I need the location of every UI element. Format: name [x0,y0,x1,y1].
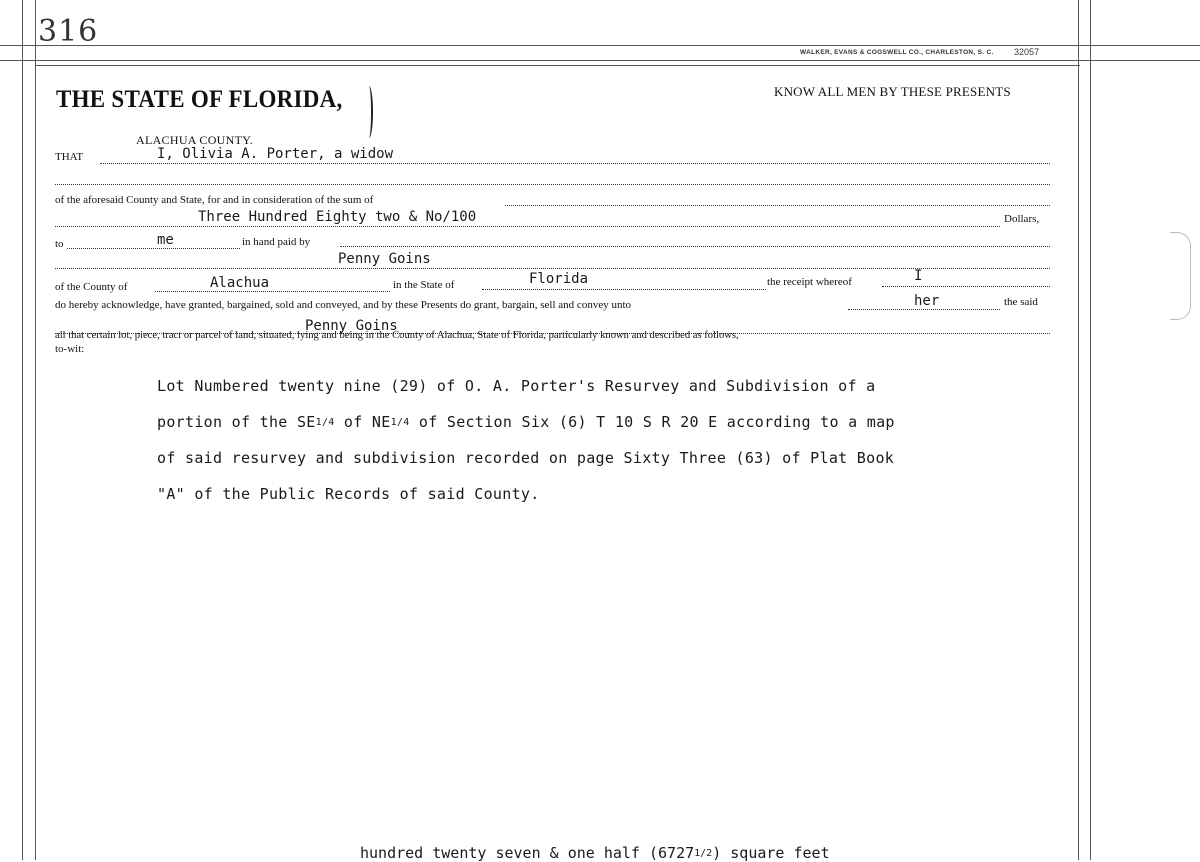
blank-line [55,184,1050,185]
state-heading: THE STATE OF FLORIDA, [56,86,343,113]
county-of-label: of the County of [55,281,128,293]
left-margin-line [22,0,23,860]
grantee-name: Penny Goins [305,318,398,334]
receipt-value: I [914,268,923,284]
grant-clause: do hereby acknowledge, have granted, bargained, sold and conveyed, and by these Presents do grant, bargain, sell and convey unto [55,299,632,311]
dollars-label: Dollars, [1004,213,1040,225]
heading-brace [363,86,373,138]
right-margin-line-outer [1090,0,1091,860]
grantee-pronoun: her [914,293,940,309]
to-value: me [157,232,174,248]
grantee-pronoun-line [848,309,1000,310]
left-margin-line-inner [35,0,36,860]
right-margin-line [1078,0,1079,860]
that-label: THAT [55,151,84,163]
consideration-line [505,205,1050,206]
fraction-half: 1/2 [694,848,713,859]
state-line [482,289,766,290]
printer-form-number: 32057 [1014,47,1040,57]
paid-by-label: in hand paid by [242,236,311,248]
county-line [155,291,390,292]
to-line [67,248,240,249]
the-said-label: the said [1004,296,1038,308]
legal-description-line-4: "A" of the Public Records of said County. [157,485,540,503]
area-fragment: hundred twenty seven & one half (67271/2) square feet [360,844,830,862]
grantor-name: I, Olivia A. Porter, a widow [157,146,394,162]
header-rule [36,65,1080,66]
land-clause: all that certain lot, piece, tract or parcel of land, situated, lying and being in the County of Alachua, State of Florida, particularly known and described as follows, [55,330,739,341]
legal-description-line-1: Lot Numbered twenty nine (29) of O. A. Porter's Resurvey and Subdivision of a [157,377,876,395]
state-value: Florida [529,271,589,287]
to-wit-label: to-wit: [55,343,85,355]
payer-line [55,268,1050,269]
county-caption: ALACHUA COUNTY. [136,133,253,147]
paid-by-line [340,246,1050,247]
fraction-quarter: 1/4 [315,417,335,428]
printer-imprint: WALKER, EVANS & COGSWELL CO., CHARLESTON, S. C. [800,49,994,56]
consideration-label: of the aforesaid County and State, for and in consideration of the sum of [55,194,374,206]
top-rule [0,45,1200,46]
legal-description-line-3: of said resurvey and subdivision recorded on page Sixty Three (63) of Plat Book [157,449,895,467]
legal-description-line-2: portion of the SE1/4 of NE1/4 of Section Six (6) T 10 S R 20 E according to a map [157,413,895,431]
grantor-line [100,163,1050,164]
fraction-quarter: 1/4 [390,417,410,428]
page-number: 316 [38,14,99,49]
to-label: to [55,238,64,250]
receipt-line [882,286,1050,287]
receipt-label: the receipt whereof [767,276,852,288]
state-of-label: in the State of [393,279,455,291]
payer-name: Penny Goins [338,251,431,267]
know-all-men-heading: KNOW ALL MEN BY THESE PRESENTS [774,84,1011,99]
binder-clip-mark [1170,232,1191,320]
top-rule-double [0,60,1200,61]
sum-line [55,226,1000,227]
sum-amount: Three Hundred Eighty two & No/100 [198,209,477,225]
county-value: Alachua [210,275,270,291]
